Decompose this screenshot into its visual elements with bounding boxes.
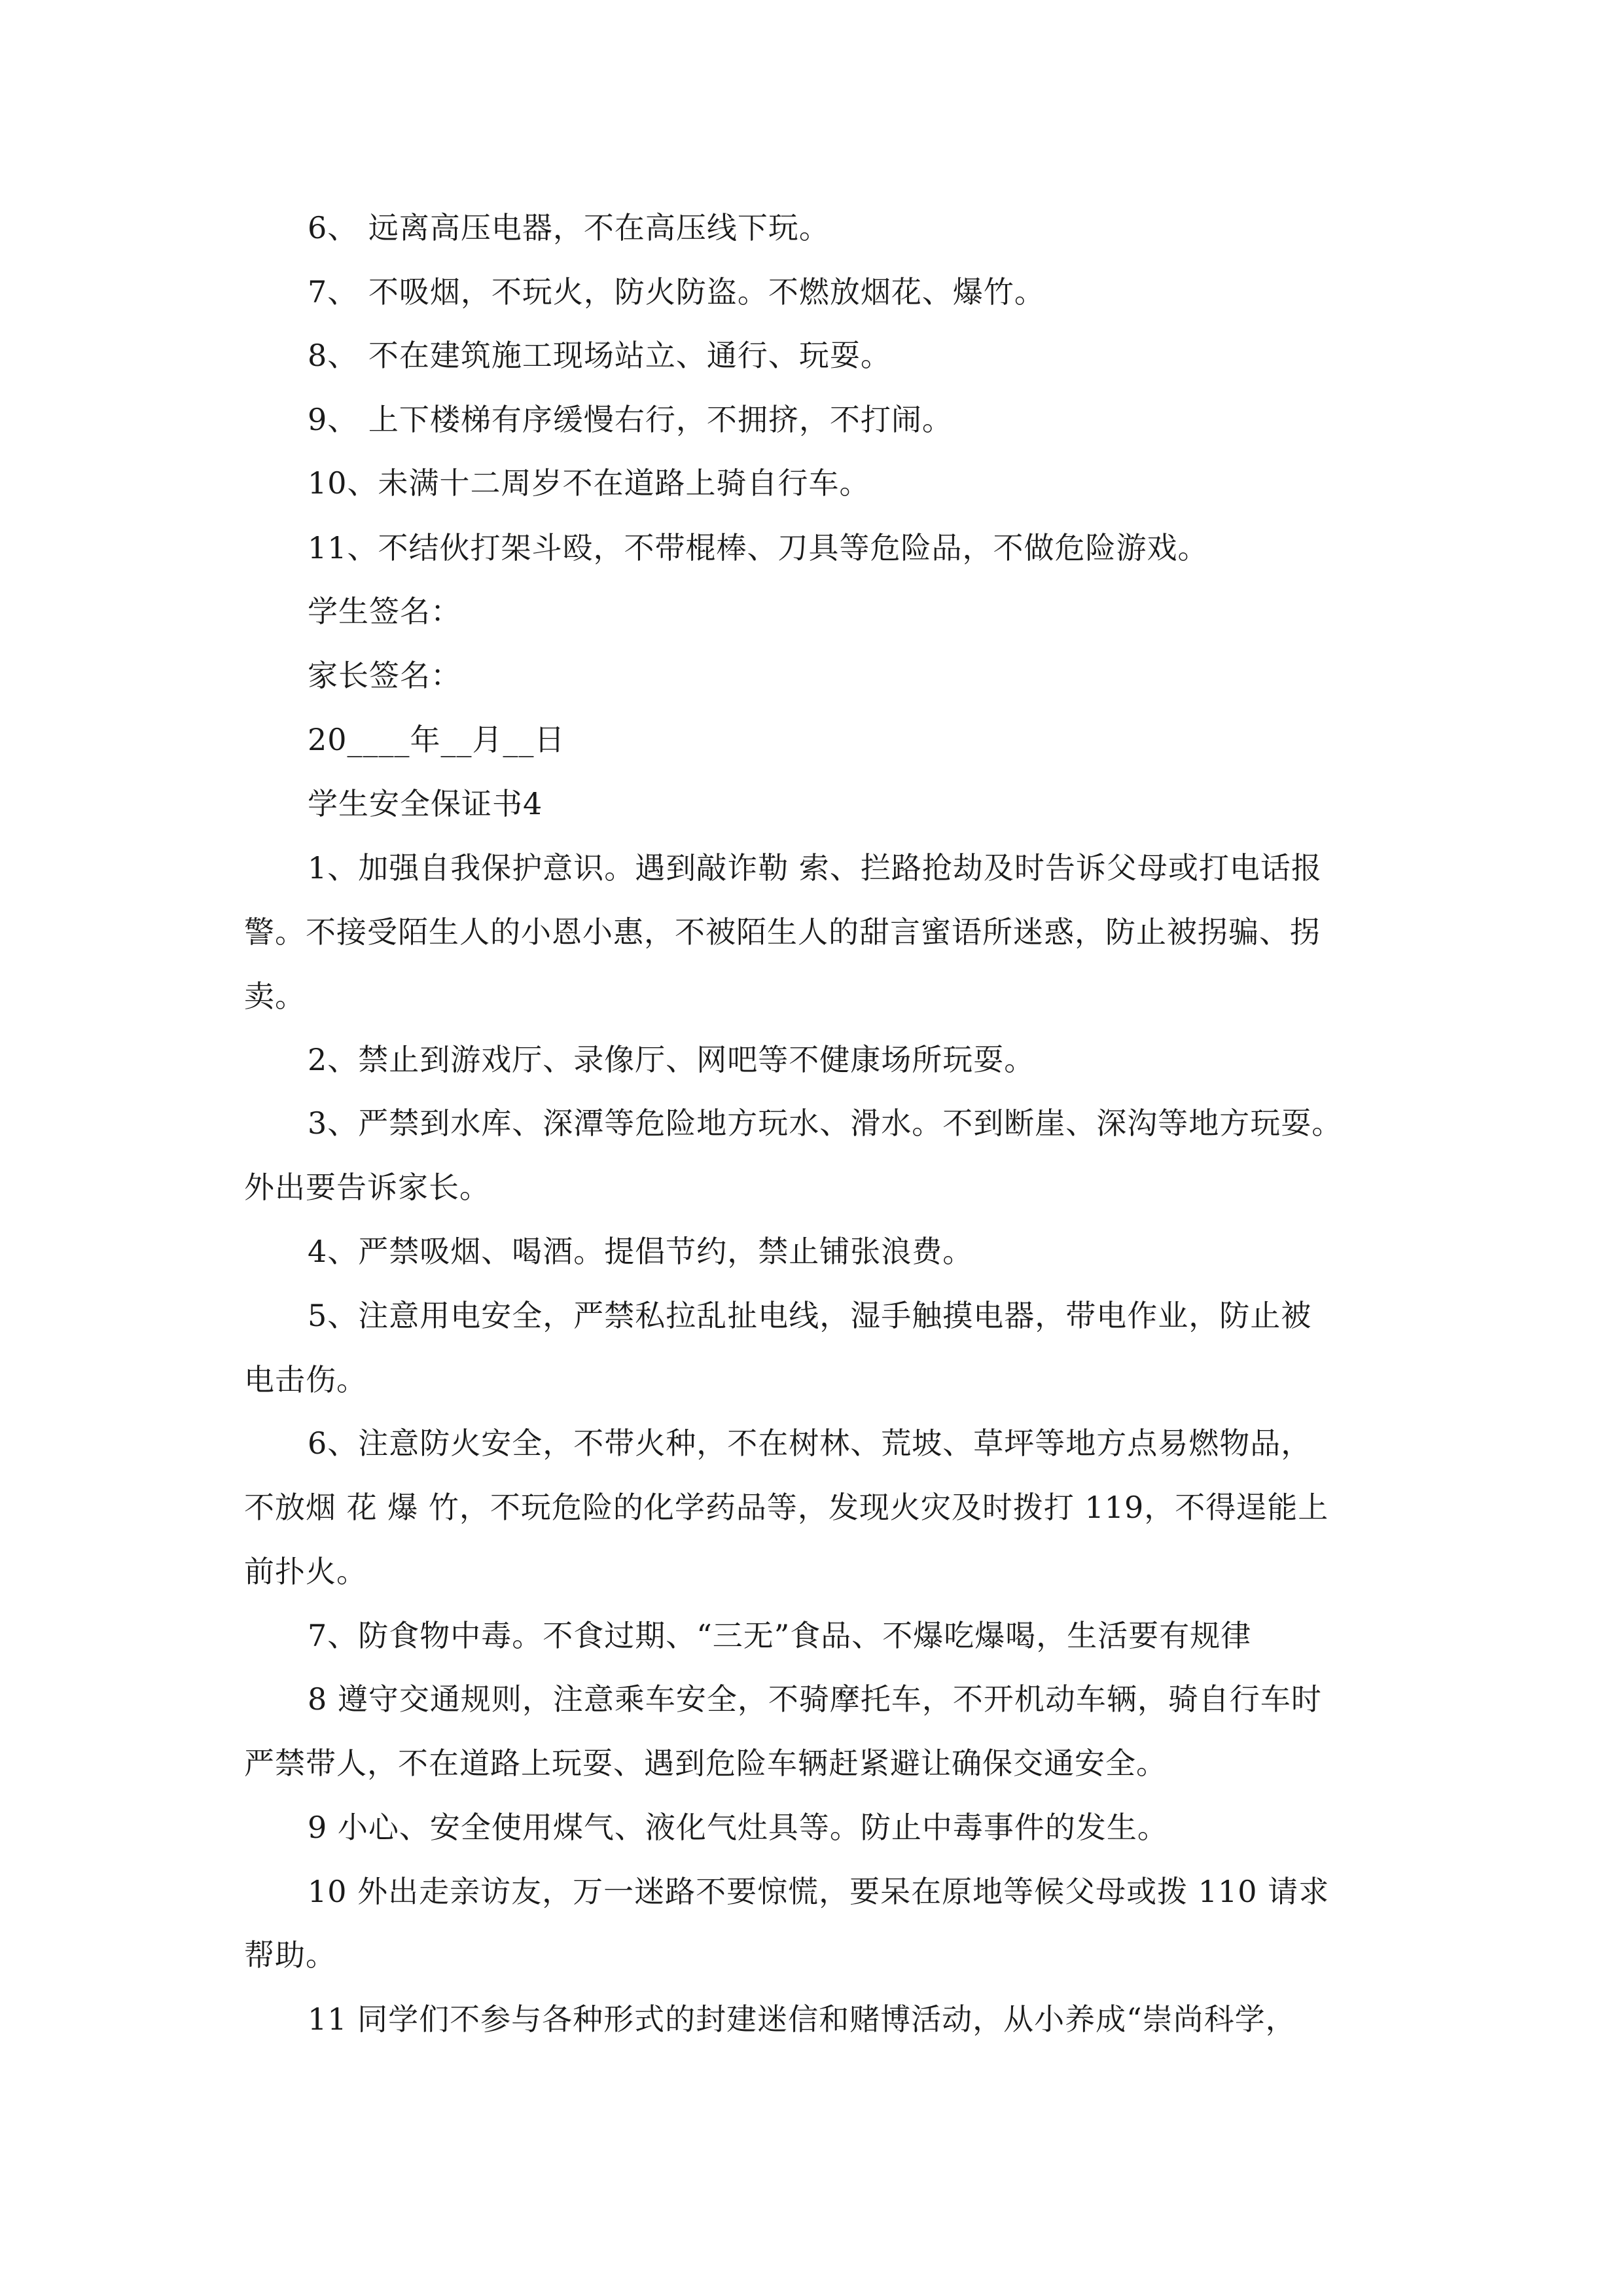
item-11-line-1: 11 同学们不参与各种形式的封建迷信和赌博活动，从小养成“崇尚科学， [308,2001,1296,2037]
student-signature-label: 学生签名： [308,594,461,629]
date-line: 20____年__月__日 [308,722,565,757]
item-1-line-2: 警。不接受陌生人的小恩小惠，不被陌生人的甜言蜜语所迷惑，防止被拐骗、拐 [244,914,1321,950]
item-5-line-2: 电击伤。 [244,1362,367,1397]
list-item-7: 7、 不吸烟，不玩火，防火防盗。不燃放烟花、爆竹。 [308,274,1045,310]
item-2-line-1: 2、禁止到游戏厅、录像厅、网吧等不健康场所玩耍。 [308,1042,1035,1077]
item-5-line-1: 5、注意用电安全，严禁私拉乱扯电线，湿手触摸电器，带电作业，防止被 [308,1298,1312,1333]
item-9-line-1: 9 小心、安全使用煤气、液化气灶具等。防止中毒事件的发生。 [308,1810,1168,1845]
item-1-line-3: 卖。 [244,978,306,1014]
item-7-line-1: 7、防食物中毒。不食过期、“三无”食品、不爆吃爆喝，生活要有规律 [308,1618,1252,1653]
item-3-line-1: 3、严禁到水库、深潭等危险地方玩水、滑水。不到断崖、深沟等地方玩耍。 [308,1105,1343,1141]
list-item-9: 9、 上下楼梯有序缓慢右行，不拥挤，不打闹。 [308,402,953,437]
list-item-8: 8、 不在建筑施工现场站立、通行、玩耍。 [308,338,891,373]
parent-signature-label: 家长签名： [308,658,461,693]
list-item-10: 10、未满十二周岁不在道路上骑自行车。 [308,465,870,501]
item-6-line-1: 6、注意防火安全，不带火种，不在树林、荒坡、草坪等地方点易燃物品， [308,1426,1312,1461]
item-6-line-2: 不放烟 花 爆 竹，不玩危险的化学药品等，发现火灾及时拨打 119，不得逞能上 [244,1490,1329,1525]
item-8-line-2: 严禁带人，不在道路上玩耍、遇到危险车辆赶紧避让确保交通安全。 [244,1746,1167,1781]
item-4-line-1: 4、严禁吸烟、喝酒。提倡节约，禁止铺张浪费。 [308,1234,974,1269]
section-title: 学生安全保证书4 [308,786,543,821]
list-item-6: 6、 远离高压电器，不在高压线下玩。 [308,210,830,245]
item-8-line-1: 8 遵守交通规则，注意乘车安全，不骑摩托车，不开机动车辆，骑自行车时 [308,1681,1322,1717]
list-item-11: 11、不结伙打架斗殴，不带棍棒、刀具等危险品，不做危险游戏。 [308,530,1209,565]
item-3-line-2: 外出要告诉家长。 [244,1170,490,1205]
item-10-line-1: 10 外出走亲访友，万一迷路不要惊慌，要呆在原地等候父母或拨 110 请求 [308,1874,1330,1909]
item-1-line-1: 1、加强自我保护意识。遇到敲诈勒 索、拦路抢劫及时告诉父母或打电话报 [308,850,1322,886]
item-6-line-3: 前扑火。 [244,1554,367,1589]
item-10-line-2: 帮助。 [244,1937,336,1973]
